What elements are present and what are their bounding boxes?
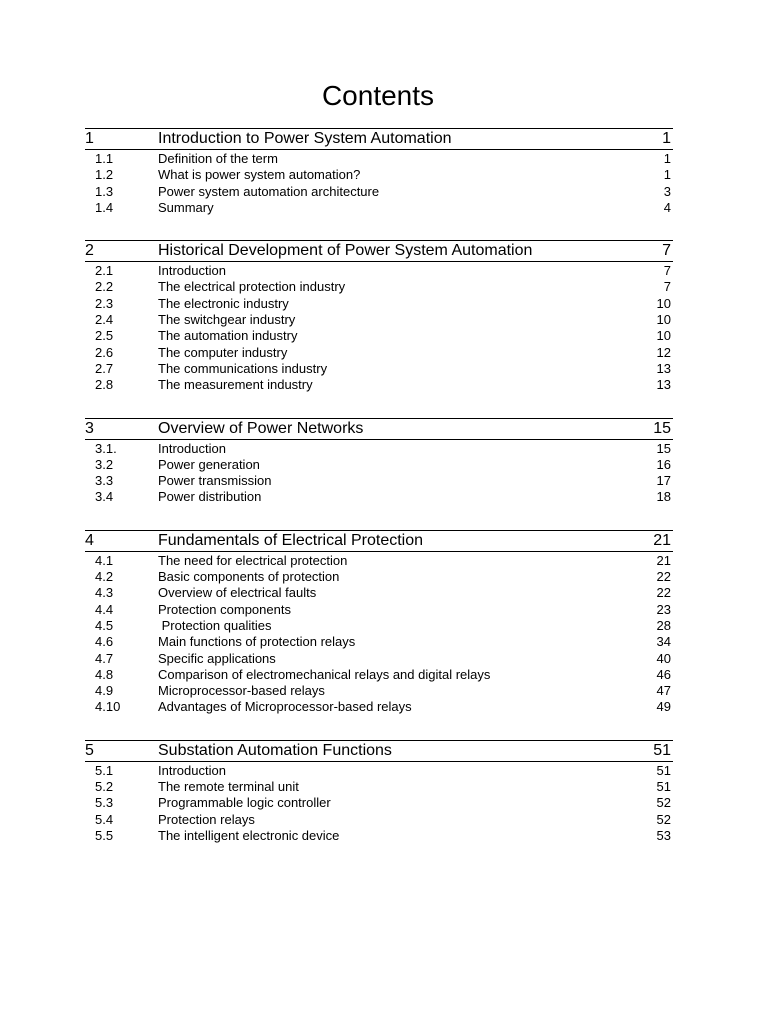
section-page-number: 16 — [656, 456, 671, 472]
section-title: The need for electrical protection — [158, 552, 348, 568]
section-title: The measurement industry — [158, 377, 313, 393]
toc-entry[interactable] — [85, 312, 673, 328]
section-title: Power system automation architecture — [158, 183, 380, 199]
chapter-heading[interactable] — [85, 740, 673, 762]
toc-entry[interactable] — [85, 473, 673, 489]
section-number: 2.2 — [95, 279, 114, 295]
section-page-number: 13 — [656, 360, 671, 376]
chapter-heading[interactable] — [85, 128, 673, 150]
section-title: The remote terminal unit — [158, 779, 299, 795]
chapter-number: 5 — [85, 741, 94, 759]
section-page-number: 47 — [656, 683, 671, 699]
section-title: Protection qualities — [158, 617, 272, 633]
section-title: Power transmission — [158, 473, 272, 489]
section-title: The electrical protection industry — [158, 279, 346, 295]
section-number: 3.4 — [95, 489, 114, 505]
section-title: Programmable logic controller — [158, 795, 331, 811]
toc-entry[interactable] — [85, 457, 673, 473]
section-number: 4.8 — [95, 666, 114, 682]
section-page-number: 10 — [656, 312, 671, 328]
section-number: 1.1 — [95, 151, 114, 166]
section-number: 4.9 — [95, 683, 114, 699]
chapter-section — [85, 740, 673, 844]
toc-entry[interactable] — [85, 553, 673, 569]
chapter-section — [85, 128, 673, 216]
toc-entry[interactable] — [85, 585, 673, 601]
section-number: 1.3 — [95, 183, 114, 199]
section-list — [85, 440, 673, 506]
section-page-number: 49 — [656, 699, 671, 715]
section-page-number: 15 — [656, 440, 671, 456]
section-number: 2.1 — [95, 263, 114, 279]
chapter-page-number: 15 — [653, 419, 671, 437]
section-page-number: 40 — [656, 650, 671, 666]
section-title: The communications industry — [158, 360, 328, 376]
toc-entry[interactable] — [85, 296, 673, 312]
chapter-title: Overview of Power Networks — [158, 419, 364, 437]
toc-entry[interactable] — [85, 167, 673, 183]
chapter-title: Introduction to Power System Automation — [158, 130, 452, 147]
section-number: 2.4 — [95, 312, 114, 328]
section-title: Power distribution — [158, 489, 262, 505]
chapter-title: Substation Automation Functions — [158, 741, 392, 759]
toc-entry[interactable] — [85, 361, 673, 377]
section-number: 2.3 — [95, 295, 114, 311]
toc-entry[interactable] — [85, 699, 673, 715]
section-number: 4.10 — [95, 699, 121, 715]
chapter-number: 3 — [85, 419, 94, 437]
section-number: 5.5 — [95, 827, 114, 843]
section-page-number: 7 — [663, 279, 671, 295]
section-title: Protection components — [158, 601, 291, 617]
section-title: Advantages of Microprocessor-based relays — [158, 699, 412, 715]
section-number: 5.4 — [95, 811, 114, 827]
toc-entry[interactable] — [85, 618, 673, 634]
section-title: Introduction — [158, 440, 226, 456]
section-page-number: 3 — [663, 183, 671, 199]
section-page-number: 52 — [656, 811, 671, 827]
chapter-page-number: 1 — [662, 130, 671, 147]
section-title: The switchgear industry — [158, 312, 296, 328]
toc-entry[interactable] — [85, 795, 673, 811]
section-number: 4.4 — [95, 601, 114, 617]
section-title: The electronic industry — [158, 295, 289, 311]
toc-entry[interactable] — [85, 200, 673, 216]
section-page-number: 22 — [656, 585, 671, 601]
section-number: 2.5 — [95, 328, 114, 344]
section-number: 4.3 — [95, 585, 114, 601]
section-title: Microprocessor-based relays — [158, 683, 325, 699]
chapter-heading[interactable] — [85, 240, 673, 262]
toc-entry[interactable] — [85, 279, 673, 295]
section-number: 5.2 — [95, 779, 114, 795]
section-list — [85, 552, 673, 716]
section-page-number: 51 — [656, 762, 671, 778]
toc-entry[interactable] — [85, 328, 673, 344]
section-page-number: 10 — [656, 328, 671, 344]
section-title: Protection relays — [158, 811, 255, 827]
section-page-number: 18 — [656, 489, 671, 505]
chapter-number: 2 — [85, 242, 94, 260]
toc-entry[interactable] — [85, 779, 673, 795]
table-of-contents — [85, 128, 673, 868]
section-number: 2.7 — [95, 360, 114, 376]
section-title: The intelligent electronic device — [158, 827, 340, 843]
toc-entry[interactable] — [85, 763, 673, 779]
toc-entry[interactable] — [85, 151, 673, 167]
page-title: Contents — [321, 80, 435, 111]
section-number: 2.6 — [95, 344, 114, 360]
chapter-page-number: 7 — [662, 242, 671, 260]
section-title: What is power system automation? — [158, 167, 361, 183]
chapter-page-number: 51 — [653, 741, 671, 759]
section-page-number: 23 — [656, 601, 671, 617]
chapter-heading[interactable] — [85, 418, 673, 440]
chapter-section — [85, 530, 673, 716]
section-title: Specific applications — [158, 650, 276, 666]
section-number: 4.5 — [95, 617, 114, 633]
toc-entry[interactable] — [85, 377, 673, 393]
chapter-heading[interactable] — [85, 530, 673, 552]
chapter-section — [85, 418, 673, 506]
section-title: Power generation — [158, 456, 260, 472]
section-list — [85, 262, 673, 393]
section-title: The computer industry — [158, 344, 288, 360]
section-page-number: 17 — [656, 473, 671, 489]
chapter-number: 1 — [85, 130, 94, 147]
section-title: The automation industry — [158, 328, 298, 344]
toc-entry[interactable] — [85, 667, 673, 683]
toc-entry[interactable] — [85, 812, 673, 828]
toc-entry[interactable] — [85, 634, 673, 650]
section-number: 4.1 — [95, 552, 114, 568]
section-number: 4.2 — [95, 569, 114, 585]
section-page-number: 52 — [656, 795, 671, 811]
toc-entry[interactable] — [85, 489, 673, 505]
section-title: Main functions of protection relays — [158, 634, 356, 650]
toc-entry[interactable] — [85, 683, 673, 699]
section-list — [85, 762, 673, 844]
toc-entry[interactable] — [85, 828, 673, 844]
chapter-number: 4 — [85, 531, 94, 549]
section-page-number: 21 — [656, 552, 671, 568]
section-number: 4.7 — [95, 650, 114, 666]
toc-entry[interactable] — [85, 184, 673, 200]
section-list — [85, 150, 673, 216]
section-page-number: 28 — [656, 617, 671, 633]
section-page-number: 4 — [663, 199, 671, 215]
section-number: 1.2 — [95, 167, 114, 183]
section-number: 3.1. — [95, 440, 117, 456]
section-title: Basic components of protection — [158, 569, 340, 585]
toc-entry[interactable] — [85, 263, 673, 279]
chapter-page-number: 21 — [653, 531, 671, 549]
section-number: 4.6 — [95, 634, 114, 650]
section-page-number: 51 — [656, 779, 671, 795]
section-number: 5.1 — [95, 762, 114, 778]
section-page-number: 34 — [656, 634, 671, 650]
section-page-number: 1 — [663, 151, 671, 166]
toc-entry[interactable] — [85, 651, 673, 667]
section-number: 3.2 — [95, 456, 114, 472]
section-number: 2.8 — [95, 377, 114, 393]
section-page-number: 53 — [656, 827, 671, 843]
section-number: 1.4 — [95, 199, 114, 215]
section-page-number: 1 — [663, 167, 671, 183]
toc-entry[interactable] — [85, 569, 673, 585]
section-title: Summary — [158, 199, 214, 215]
section-page-number: 7 — [663, 263, 671, 279]
section-title: Introduction — [158, 263, 226, 279]
chapter-title: Fundamentals of Electrical Protection — [158, 531, 424, 549]
section-number: 3.3 — [95, 473, 114, 489]
section-page-number: 13 — [656, 377, 671, 393]
section-page-number: 46 — [656, 666, 671, 682]
section-title: Overview of electrical faults — [158, 585, 317, 601]
section-title: Definition of the term — [158, 151, 278, 166]
section-page-number: 10 — [656, 295, 671, 311]
toc-entry[interactable] — [85, 345, 673, 361]
section-title: Introduction — [158, 762, 226, 778]
section-page-number: 12 — [656, 344, 671, 360]
toc-entry[interactable] — [85, 602, 673, 618]
chapter-title: Historical Development of Power System Automation — [158, 242, 533, 260]
section-number: 5.3 — [95, 795, 114, 811]
section-page-number: 22 — [656, 569, 671, 585]
toc-entry[interactable] — [85, 441, 673, 457]
section-title: Comparison of electromechanical relays and digital relays — [158, 666, 491, 682]
chapter-section — [85, 240, 673, 393]
